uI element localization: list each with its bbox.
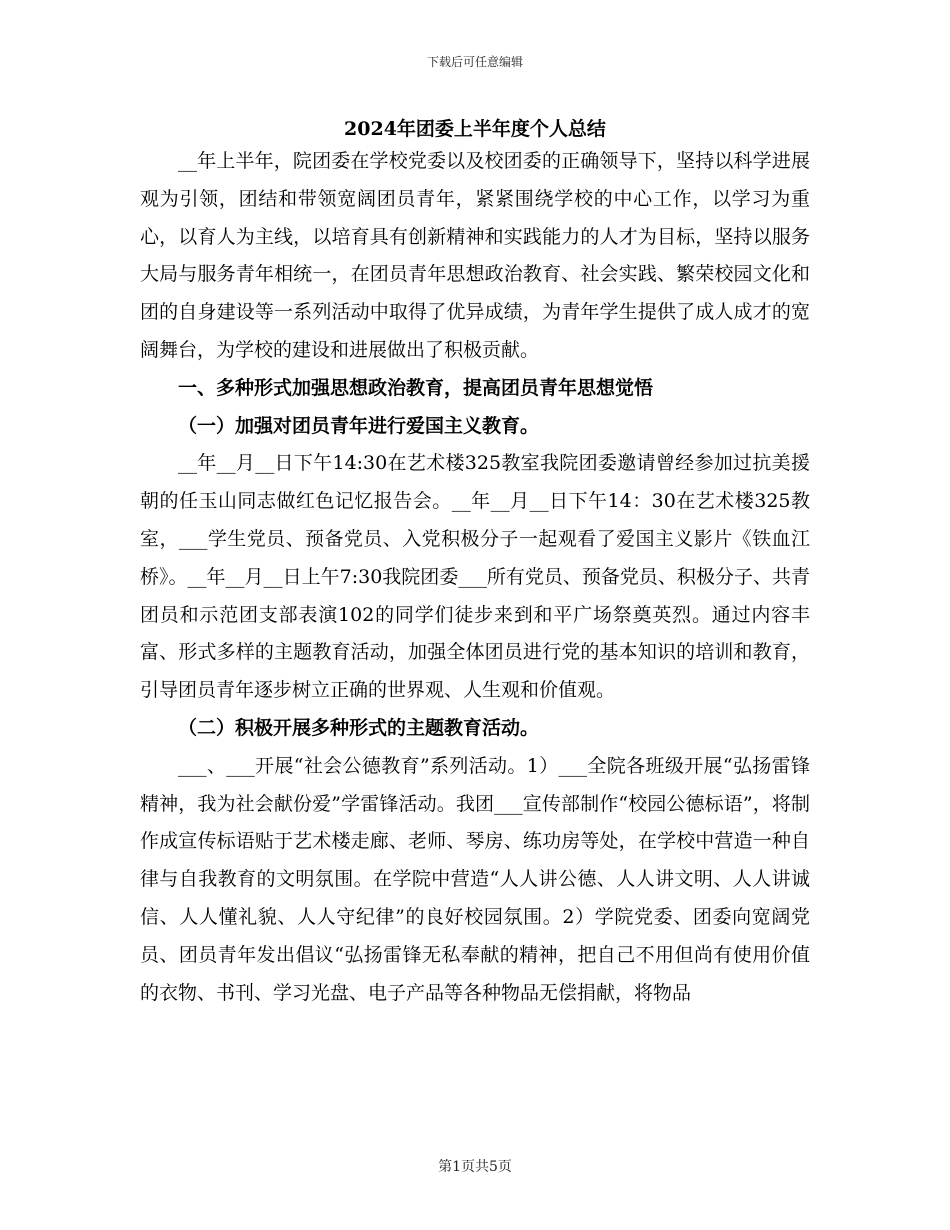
subsection-1-paragraph: __年__月__日下午14:30在艺术楼325教室我院团委邀请曾经参加过抗美援朝的任玉山同志做红色记忆报告会。__年__月__日下午14：30在艺术楼325教室，___学生党员、预备党员、入党积极分子一起观看了爱国主义影片《铁血江桥》。__年__月__日上午7:30我院团委___所有党员、预备党员、积极分子、共青团员和示范团支部表演102的同学们徒步来到和平广场祭奠英烈。通过内容丰富、形式多样的主题教育活动，加强全体团员进行党的基本知识的培训和教育，引导团员青年逐步树立正确的世界观、人生观和价值观。 [140, 452, 810, 702]
intro-paragraph: __年上半年，院团委在学校党委以及校团委的正确领导下，坚持以科学进展观为引领，团结和带领宽阔团员青年，紧紧围绕学校的中心工作，以学习为重心，以育人为主线，以培育具有创新精神和实践能力的人才为目标，坚持以服务大局与服务青年相统一，在团员青年思想政治教育、社会实践、繁荣校园文化和团的自身建设等一系列活动中取得了优异成绩，为青年学生提供了成人成才的宽阔舞台，为学校的建设和进展做出了积极贡献。 [140, 150, 810, 361]
page-number: 第1页共5页 [438, 1159, 512, 1175]
page-header-note: 下载后可任意编辑 [426, 55, 523, 69]
document-title: 2024年团委上半年度个人总结 [344, 118, 606, 140]
subsection-heading-1: （一）加强对团员青年进行爱国主义教育。 [178, 414, 540, 437]
subsection-2-paragraph: ___、___开展“社会公德教育”系列活动。1）___全院各班级开展“弘扬雷锋精神，我为社会献份爱”学雷锋活动。我团___宣传部制作“校园公德标语”，将制作成宣传标语贴于艺术楼走廊、老师、琴房、练功房等处，在学校中营造一种自律与自我教育的文明氛围。在学院中营造“人人讲公德、人人讲文明、人人讲诚信、人人懂礼貌、人人守纪律”的良好校园氛围。2）学院党委、团委向宽阔党员、团员青年发出倡议“弘扬雷锋无私奉献的精神，把自己不用但尚有使用价值的衣物、书刊、学习光盘、电子产品等各种物品无偿捐献，将物品 [140, 754, 810, 1004]
section-heading-1: 一、多种形式加强思想政治教育，提高团员青年思想觉悟 [178, 376, 654, 399]
document-body [140, 143, 810, 1012]
subsection-heading-2: （二）积极开展多种形式的主题教育活动。 [178, 716, 540, 739]
